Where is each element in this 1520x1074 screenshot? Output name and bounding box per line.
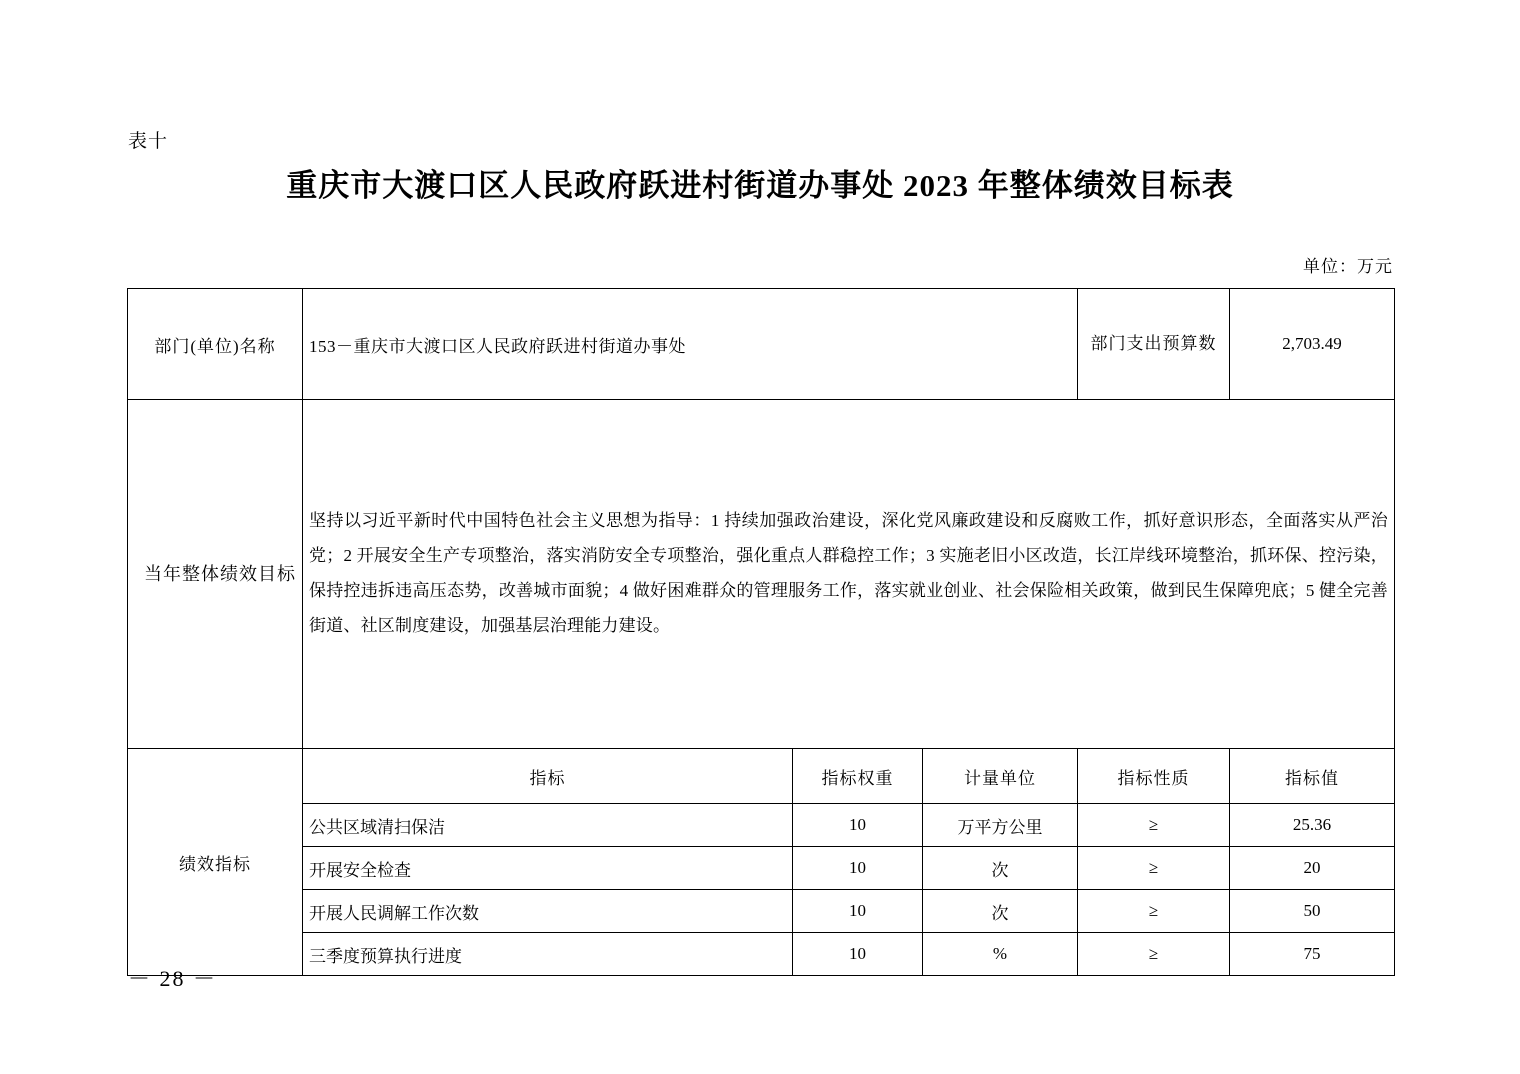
indicator-name: 公共区域清扫保洁 (303, 804, 793, 847)
table-row (128, 804, 1395, 847)
annual-goal-label-text: 当年整体绩效目标 (144, 563, 296, 584)
indicator-nature: ≥ (1078, 933, 1230, 976)
indicator-weight: 10 (793, 804, 923, 847)
indicator-unit: % (923, 933, 1078, 976)
department-label: 部门(单位)名称 (128, 289, 303, 400)
indicator-name: 三季度预算执行进度 (303, 933, 793, 976)
indicator-nature: ≥ (1078, 890, 1230, 933)
annual-goal-label (128, 400, 303, 749)
table-row-indicator-header (128, 749, 1395, 804)
annual-goal-text: 坚持以习近平新时代中国特色社会主义思想为指导：1 持续加强政治建设，深化党风廉政建设和反腐败工作，抓好意识形态，全面落实从严治党；2 开展安全生产专项整治，落实消防安全专项整治，强化重点人群稳控工作；3 实施老旧小区改造，长江岸线环境整治，抓环保、控污染，保持控违拆违高压态势，改善城市面貌；4 做好困难群众的管理服务工作，落实就业创业、社会保险相关政策，做到民生保障兜底；5 健全完善街道、社区制度建设，加强基层治理能力建设。 (303, 400, 1395, 749)
department-value: 153－重庆市大渡口区人民政府跃进村街道办事处 (303, 289, 1078, 400)
indicator-value: 20 (1230, 847, 1395, 890)
indicator-nature: ≥ (1078, 847, 1230, 890)
unit-note: 单位：万元 (1303, 257, 1393, 276)
budget-value: 2,703.49 (1230, 289, 1395, 400)
indicator-header-weight: 指标权重 (793, 749, 923, 804)
indicator-header-unit: 计量单位 (923, 749, 1078, 804)
page-title: 重庆市大渡口区人民政府跃进村街道办事处 2023 年整体绩效目标表 (286, 168, 1234, 203)
indicator-weight: 10 (793, 890, 923, 933)
indicator-unit: 次 (923, 890, 1078, 933)
table-row-annual-goal (128, 400, 1395, 749)
indicator-header-value: 指标值 (1230, 749, 1395, 804)
indicator-header-name: 指标 (303, 749, 793, 804)
table-row (128, 890, 1395, 933)
indicator-weight: 10 (793, 847, 923, 890)
indicator-value: 50 (1230, 890, 1395, 933)
indicator-unit: 次 (923, 847, 1078, 890)
indicator-weight: 10 (793, 933, 923, 976)
indicator-header-nature: 指标性质 (1078, 749, 1230, 804)
table-label: 表十 (128, 131, 169, 152)
indicator-value: 25.36 (1230, 804, 1395, 847)
table-row-department (128, 289, 1395, 400)
indicator-name: 开展人民调解工作次数 (303, 890, 793, 933)
performance-goal-table (127, 288, 1395, 976)
indicator-name: 开展安全检查 (303, 847, 793, 890)
table-row (128, 933, 1395, 976)
page-number: － 28 － (128, 966, 218, 991)
indicator-nature: ≥ (1078, 804, 1230, 847)
performance-indicator-label: 绩效指标 (128, 749, 303, 976)
indicator-unit: 万平方公里 (923, 804, 1078, 847)
indicator-value: 75 (1230, 933, 1395, 976)
table-row (128, 847, 1395, 890)
budget-label: 部门支出预算数 (1078, 289, 1230, 400)
